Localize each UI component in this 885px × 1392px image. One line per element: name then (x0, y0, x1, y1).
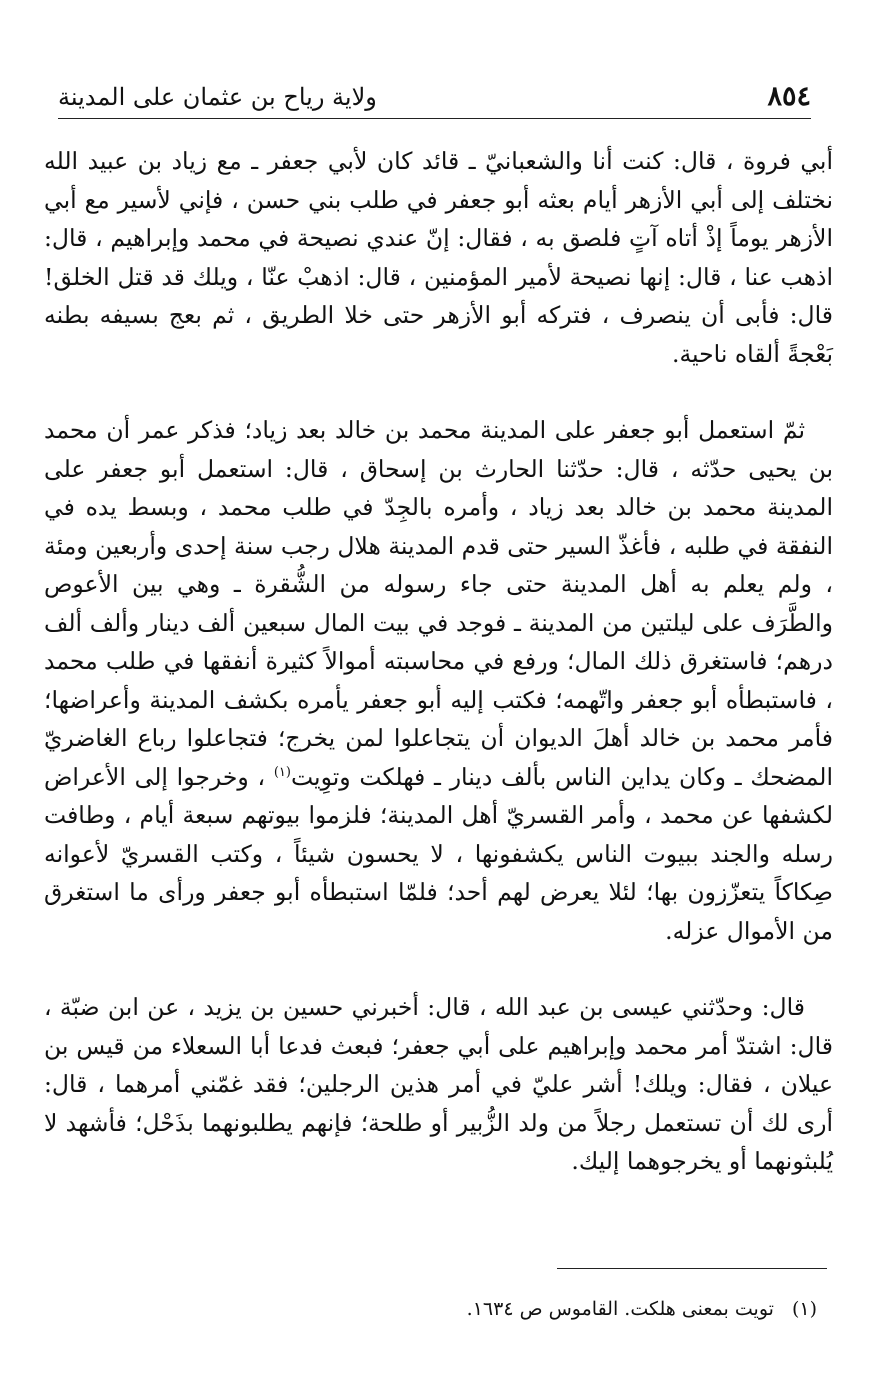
paragraph-2-text-before-note: ثمّ استعمل أبو جعفر على المدينة محمد بن خالد بعد زياد؛ فذكر عمر أن محمد بن يحيى حدّثه ، قال: حدّثنا الحارث بن إسحاق ، قال: استعمل أبو جعفر على المدينة محمد بن خالد بعد زياد ، وأمره بالجِدّ في طلب محمد ، وبسط يده في النفقة في طلبه ، فأغذّ السير حتى قدم المدينة هلال رجب سنة إحدى وأربعين ومئة ، ولم يعلم به أهل المدينة حتى جاء رسوله من الشُّقرة ـ وهي بين الأعوص والطَّرَف على ليلتين من المدينة ـ فوجد في بيت المال سبعين ألف دينار وألف ألف درهم؛ فاستغرق ذلك المال؛ ورفع في محاسبته أموالاً كثيرة أنفقها في طلب محمد ، فاستبطأه أبو جعفر واتّهمه؛ فكتب إليه أبو جعفر يأمره بكشف المدينة وأعراضها؛ فأمر محمد بن خالد أهلَ الديوان أن يتجاعلوا لمن يخرج؛ فتجاعلوا رباع الغاضريّ المضحك ـ وكان يداين الناس بألف دينار ـ فهلكت وتوِيت (44, 416, 833, 791)
footnote-marker: (١) (791, 1298, 817, 1320)
paragraph-1: أبي فروة ، قال: كنت أنا والشعبانيّ ـ قائد كان لأبي جعفر ـ مع زياد بن عبيد الله نختلف إلى أبي الأزهر أيام بعثه أبو جعفر في طلب بني حسن ، فإني لأسير مع أبي الأزهر يوماً إذْ أتاه آتٍ فلصق به ، فقال: إنّ عندي نصيحة في محمد وإبراهيم ، قال: اذهب عنا ، قال: إنها نصيحة لأمير المؤمنين ، قال: اذهبْ عنّا ، ويلك قد قتل الخلق! قال: فأبى أن ينصرف ، فتركه أبو الأزهر حتى خلا الطريق ، ثم بعج بسيفه بطنه بَعْجةً ألقاه ناحية. (44, 147, 833, 368)
running-title: ولاية رياح بن عثمان على المدينة (58, 83, 377, 111)
footnote-reference: (١) (273, 764, 291, 780)
paragraph-2-text-after-note: ، وخرجوا إلى الأعراض لكشفها عن محمد ، وأمر القسريّ أهل المدينة؛ فلزموا بيوتهم سبعة أيام ، وطافت رسله والجند ببيوت الناس يكشفونها ، لا يحسون شيئاً ، وكتب القسريّ لأعوانه صِكاكاً يتعزّزون بها؛ لئلا يعرض لهم أحد؛ فلمّا استبطأه أبو جعفر ورأى ما استغرق من الأموال عزله. (44, 762, 833, 945)
footnote (60, 1294, 817, 1324)
footnote-text: تويت بمعنى هلكت. القاموس ص ١٦٣٤. (466, 1298, 774, 1320)
paragraph-2 (44, 411, 833, 950)
main-text (44, 142, 833, 1181)
footnote-divider (557, 1268, 827, 1269)
paragraph-3: قال: وحدّثني عيسى بن عبد الله ، قال: أخبرني حسين بن يزيد ، عن ابن ضبّة ، قال: اشتدّ أمر محمد وإبراهيم على أبي جعفر؛ فبعث فدعا أبا السعلاء من قيس بن عيلان ، فقال: ويلك! أشر عليّ في أمر هذين الرجلين؛ فقد غمّني أمرهما ، قال: أرى لك أن تستعمل رجلاً من ولد الزُّبير أو طلحة؛ فإنهم يطلبونهما بذَحْل؛ فأشهد لا يُلبثونهما أو يخرجوهما إليك. (44, 993, 833, 1175)
page-header (58, 70, 811, 119)
page-number: ٨٥٤ (767, 81, 811, 112)
